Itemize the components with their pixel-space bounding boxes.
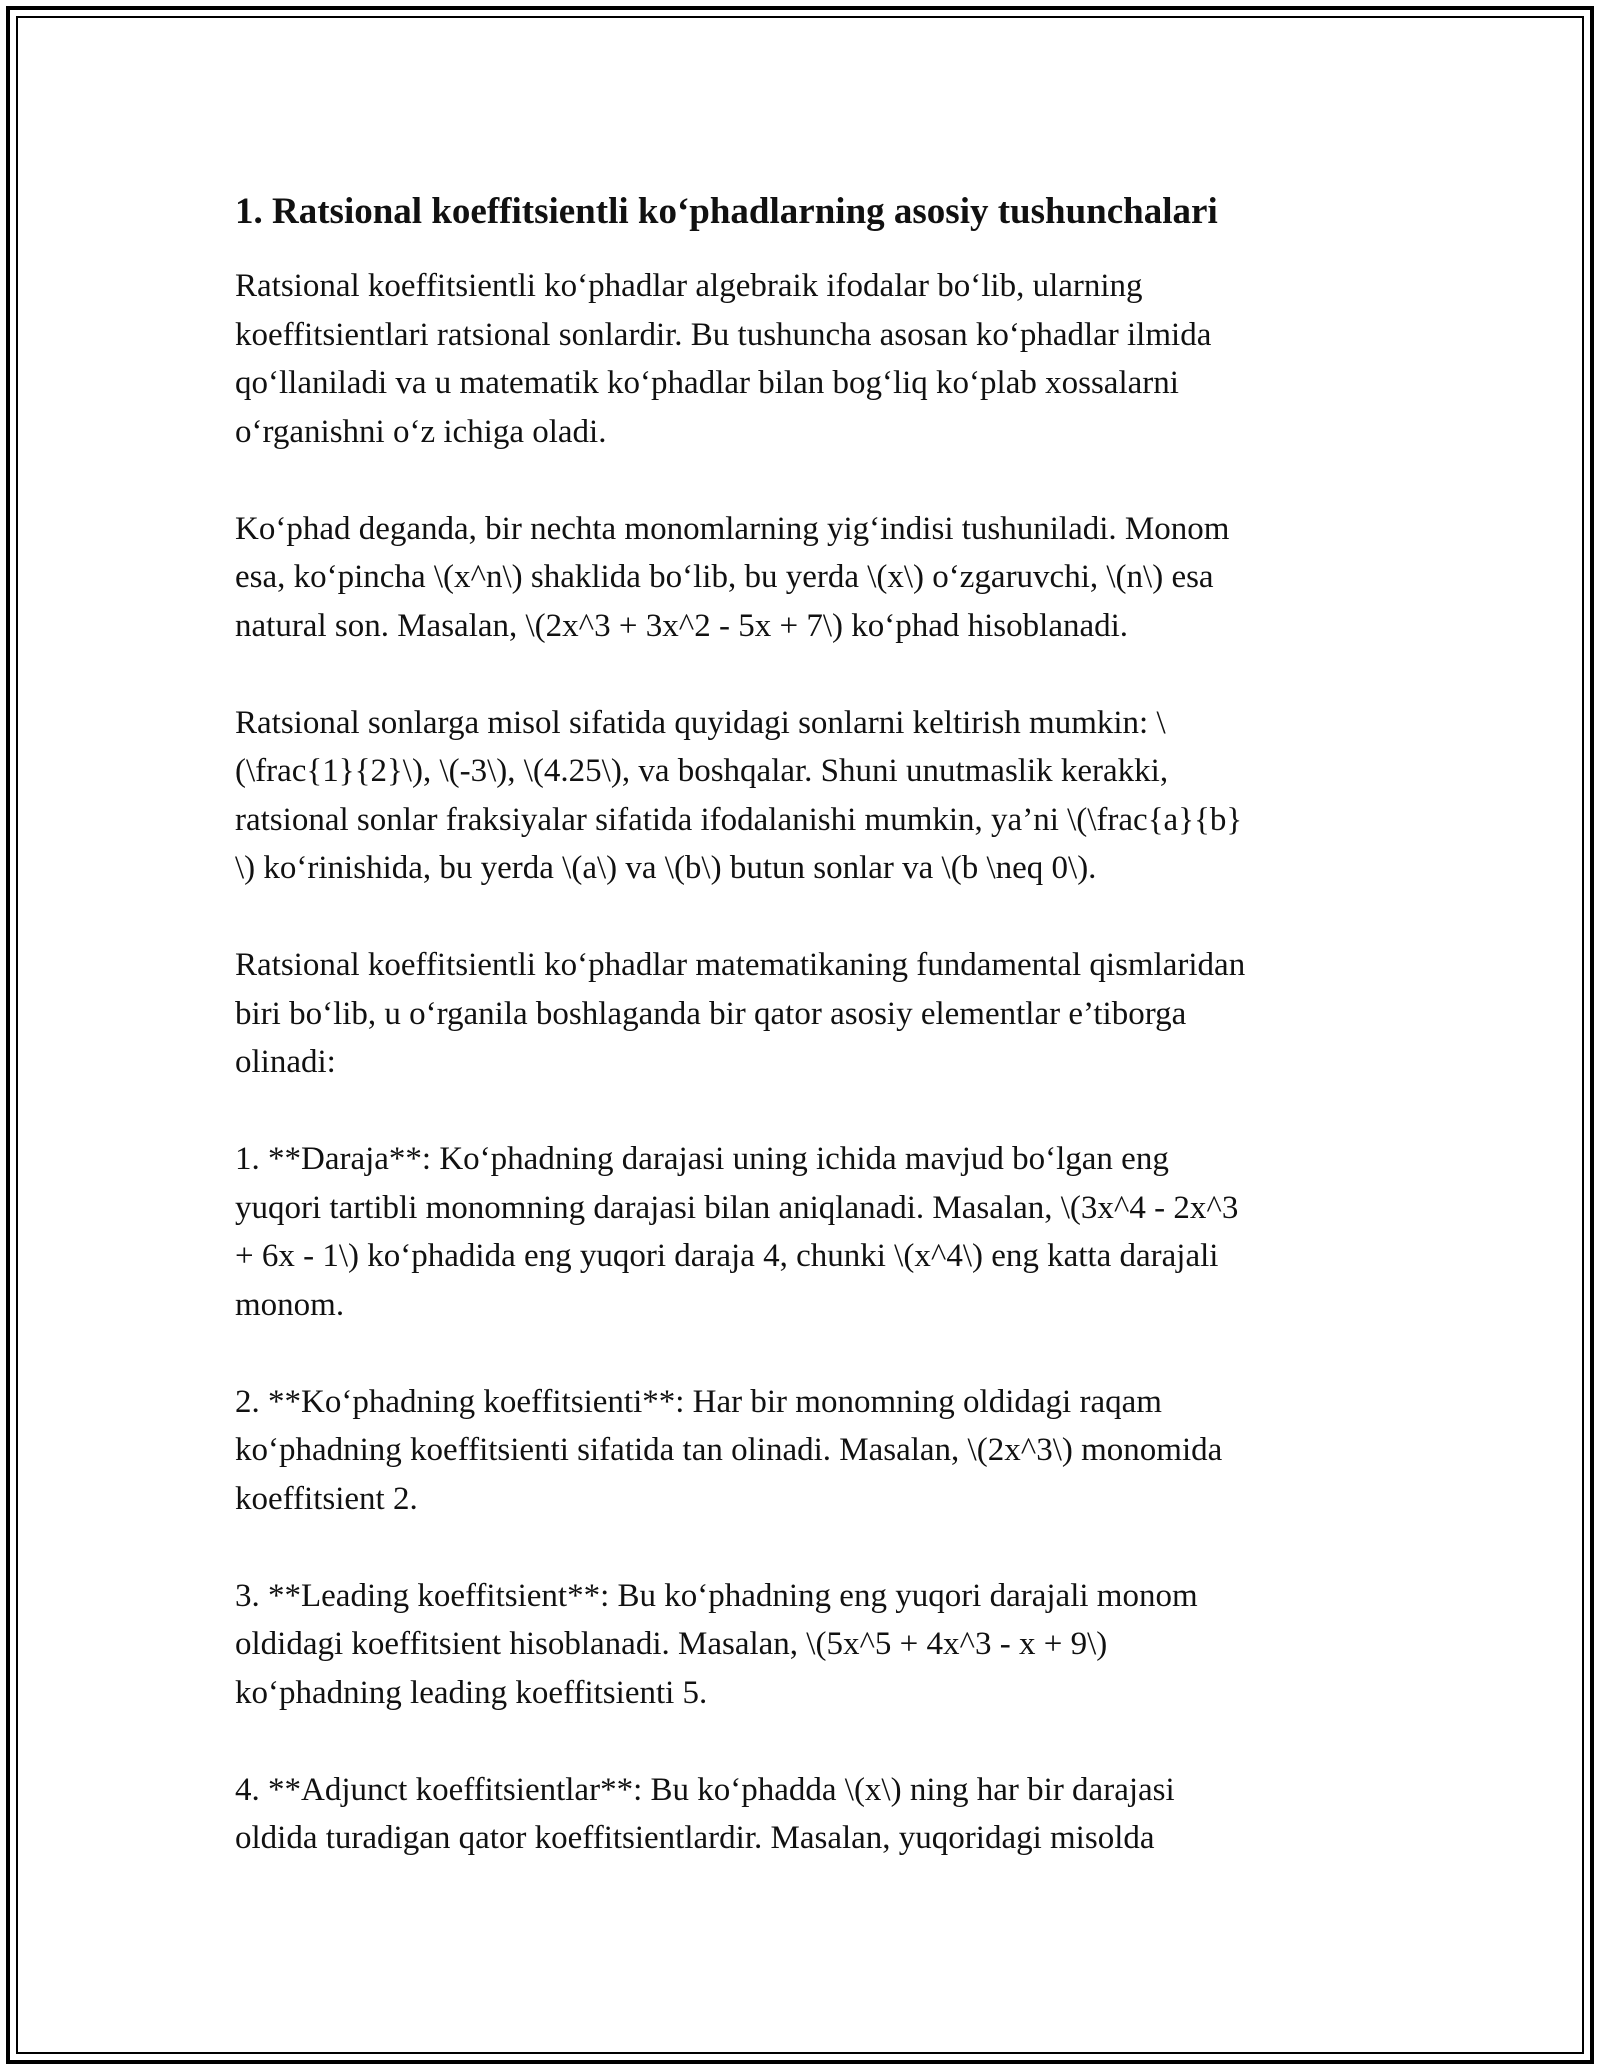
paragraph-intro xyxy=(235,262,1365,456)
text-line: biri bo‘lib, u o‘rganila boshlaganda bir qator asosiy elementlar e’tiborga xyxy=(235,995,1187,1032)
paragraph-rational-numbers xyxy=(235,699,1365,893)
text-line: Ratsional sonlarga misol sifatida quyidagi sonlarni keltirish mumkin: \ xyxy=(235,704,1166,741)
text-line: Ko‘phad deganda, bir nechta monomlarning yig‘indisi tushuniladi. Monom xyxy=(235,510,1230,547)
list-item-leading-coefficient xyxy=(235,1572,1365,1718)
text-line: + 6x - 1\) ko‘phadida eng yuqori daraja 4, chunki \(x^4\) eng katta darajali xyxy=(235,1238,1219,1274)
text-line: olinadi: xyxy=(235,1044,336,1080)
text-line: (\frac{1}{2}\), \(-3\), \(4.25\), va boshqalar. Shuni unutmaslik kerakki, xyxy=(235,753,1169,789)
paragraph-monom xyxy=(235,505,1365,651)
text-line: 4. **Adjunct koeffitsientlar**: Bu ko‘phadda \(x\) ning har bir darajasi xyxy=(235,1771,1175,1808)
text-line: 1. **Daraja**: Ko‘phadning darajasi uning ichida mavjud bo‘lgan eng xyxy=(235,1141,1169,1177)
text-line: \) ko‘rinishida, bu yerda \(a\) va \(b\) butun sonlar va \(b \neq 0\). xyxy=(235,850,1097,886)
list-item-coefficient xyxy=(235,1378,1365,1524)
text-line: oldidagi koeffitsient hisoblanadi. Masalan, \(5x^5 + 4x^3 - x + 9\) xyxy=(235,1626,1108,1662)
text-line: 2. **Ko‘phadning koeffitsienti**: Har bir monomning oldidagi raqam xyxy=(235,1383,1162,1420)
section-heading: 1. Ratsional koeffitsientli ko‘phadlarning asosiy tushunchalari xyxy=(235,191,1218,232)
text-line: o‘rganishni o‘z ichiga oladi. xyxy=(235,413,607,450)
text-line: qo‘llaniladi va u matematik ko‘phadlar bilan bog‘liq ko‘plab xossalarni xyxy=(235,365,1179,401)
text-line: 3. **Leading koeffitsient**: Bu ko‘phadning eng yuqori darajali monom xyxy=(235,1577,1198,1614)
text-line: Ratsional koeffitsientli ko‘phadlar algebraik ifodalar bo‘lib, ularning xyxy=(235,268,1143,304)
text-line: ratsional sonlar fraksiyalar sifatida ifodalanishi mumkin, ya’ni \(\frac{a}{b} xyxy=(235,801,1243,838)
document-body xyxy=(235,188,1365,1911)
text-line: ko‘phadning leading koeffitsienti 5. xyxy=(235,1674,708,1711)
text-line: esa, ko‘pincha \(x^n\) shaklida bo‘lib, bu yerda \(x\) o‘zgaruvchi, \(n\) esa xyxy=(235,559,1214,595)
text-line: yuqori tartibli monomning darajasi bilan aniqlanadi. Masalan, \(3x^4 - 2x^3 xyxy=(235,1189,1239,1226)
text-line: koeffitsient 2. xyxy=(235,1480,418,1517)
text-line: monom. xyxy=(235,1286,345,1323)
text-line: koeffitsientlari ratsional sonlardir. Bu tushuncha asosan ko‘phadlar ilmida xyxy=(235,316,1212,353)
text-line: Ratsional koeffitsientli ko‘phadlar matematikaning fundamental qismlaridan xyxy=(235,947,1246,983)
text-line: natural son. Masalan, \(2x^3 + 3x^2 - 5x + 7\) ko‘phad hisoblanadi. xyxy=(235,607,1129,644)
list-item-adjunct-coefficients xyxy=(235,1766,1365,1863)
list-item-degree xyxy=(235,1135,1365,1329)
text-line: oldida turadigan qator koeffitsientlardir. Masalan, yuqoridagi misolda xyxy=(235,1820,1155,1856)
paragraph-elements xyxy=(235,941,1365,1087)
text-line: ko‘phadning koeffitsienti sifatida tan olinadi. Masalan, \(2x^3\) monomida xyxy=(235,1432,1223,1468)
